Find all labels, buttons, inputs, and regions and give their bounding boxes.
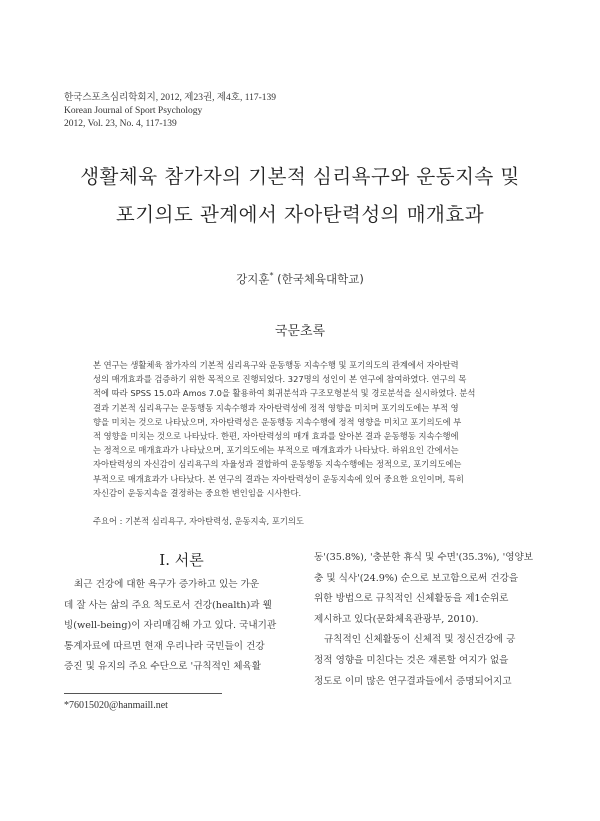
abstract-line: 적 영향을 미치는 것으로 나타났다. 한편, 자아탄력성의 매개 효과를 알아본 결과 운동행동 지속수행에 bbox=[93, 431, 459, 442]
body-line: 통계자료에 따르면 현재 우리나라 국민들이 건강 bbox=[64, 640, 265, 652]
abstract-line: 자신감이 운동지속을 결정하는 중요한 변인임을 시사한다. bbox=[93, 487, 302, 498]
journal-info-english: Korean Journal of Sport Psychology bbox=[64, 106, 203, 116]
body-line: 정도로 이미 많은 연구결과들에서 증명되어지고 bbox=[314, 675, 512, 687]
footnote-email: *76015020@hanmaill.net bbox=[64, 700, 168, 711]
body-line: 동'(35.8%), '충분한 휴식 및 수면'(35.3%), '영양보 bbox=[314, 552, 534, 563]
journal-info-korean: 한국스포츠심리학회지, 2012, 제23권, 제4호, 117-139 bbox=[64, 93, 277, 103]
right-column bbox=[314, 548, 544, 692]
body-line: 위한 방법으로 규칙적인 신체활동을 제1순위로 bbox=[314, 593, 509, 605]
body-line: 빙(well-being)이 자리매김해 가고 있다. 국내기관 bbox=[64, 620, 277, 632]
section-title: I. 서론 bbox=[159, 551, 204, 569]
paper-title bbox=[0, 158, 600, 234]
author-affiliation: (한국체육대학교) bbox=[277, 272, 364, 286]
paper-title-line-2: 포기의도 관계에서 자아탄력성의 매개효과 bbox=[115, 203, 485, 226]
abstract-line: 향을 미치는 것으로 나타났으며, 자아탄력성은 운동행동 지속수행에 정적 영향을 미치고 포기의도에 부 bbox=[93, 416, 462, 427]
abstract-line: 결과 기본적 심리욕구는 운동행동 지속수행과 자아탄력성에 정적 영향을 미치며 포기의도에는 부적 영 bbox=[93, 402, 459, 413]
abstract-line: 본 연구는 생활체육 참가자의 기본적 심리욕구와 운동행동 지속수행 및 포기의도의 관계에서 자아탄력 bbox=[93, 360, 459, 370]
author-name: 강지훈 bbox=[236, 272, 270, 286]
paper-title-line-1: 생활체육 참가자의 기본적 심리욕구와 운동지속 및 bbox=[80, 165, 520, 188]
abstract-body bbox=[93, 358, 509, 500]
body-line: 증진 및 유지의 주요 수단으로 '규칙적인 체육활 bbox=[64, 661, 262, 673]
body-line: 정적 영향을 미친다는 것은 재론할 여지가 없을 bbox=[314, 654, 509, 666]
body-line: 최근 건강에 대한 욕구가 증가하고 있는 가운 bbox=[74, 579, 260, 590]
body-line: 충 및 식사'(24.9%) 순으로 보고함으로써 건강을 bbox=[314, 572, 519, 584]
body-line: 제시하고 있다(문화체육관광부, 2010). bbox=[314, 613, 479, 625]
author-line bbox=[0, 271, 600, 287]
abstract-heading: 국문초록 bbox=[274, 324, 326, 339]
footnote-divider bbox=[64, 693, 222, 694]
author-footnote-mark: * bbox=[269, 271, 274, 281]
abstract-line: 자아탄력성의 자신감이 심리욕구의 자율성과 결합하여 운동행동 지속수행에는 정적으로, 포기의도에는 bbox=[93, 459, 462, 470]
keywords: 주요어 : 기본적 심리욕구, 자아탄력성, 운동지속, 포기의도 bbox=[93, 516, 304, 526]
body-line: 규칙적인 신체활동이 신체적 및 정신건강에 긍 bbox=[324, 634, 516, 646]
journal-info bbox=[64, 92, 276, 131]
abstract-line: 적에 따라 SPSS 15.0과 Amos 7.0을 활용하여 회귀분석과 구조모형분석 및 경로분석을 실시하였다. 분석 bbox=[93, 388, 476, 399]
abstract-line: 성의 매개효과를 검증하기 위한 목적으로 진행되었다. 327명의 성인이 본 연구에 참여하였다. 연구의 목 bbox=[93, 374, 467, 385]
abstract-line: 부적으로 매개효과가 나타났다. 본 연구의 결과는 자아탄력성이 운동지속에 있어 중요한 요인이며, 특히 bbox=[93, 473, 464, 484]
left-column bbox=[64, 575, 300, 678]
abstract-line: 는 정적으로 매개효과가 나타났으며, 포기의도에는 부적으로 매개효과가 나타났다. 하위요인 간에서는 bbox=[93, 445, 459, 456]
body-line: 데 잘 사는 삶의 주요 척도로서 건강(health)과 웰 bbox=[64, 599, 272, 611]
journal-info-volume: 2012, Vol. 23, No. 4, 117-139 bbox=[64, 119, 177, 129]
